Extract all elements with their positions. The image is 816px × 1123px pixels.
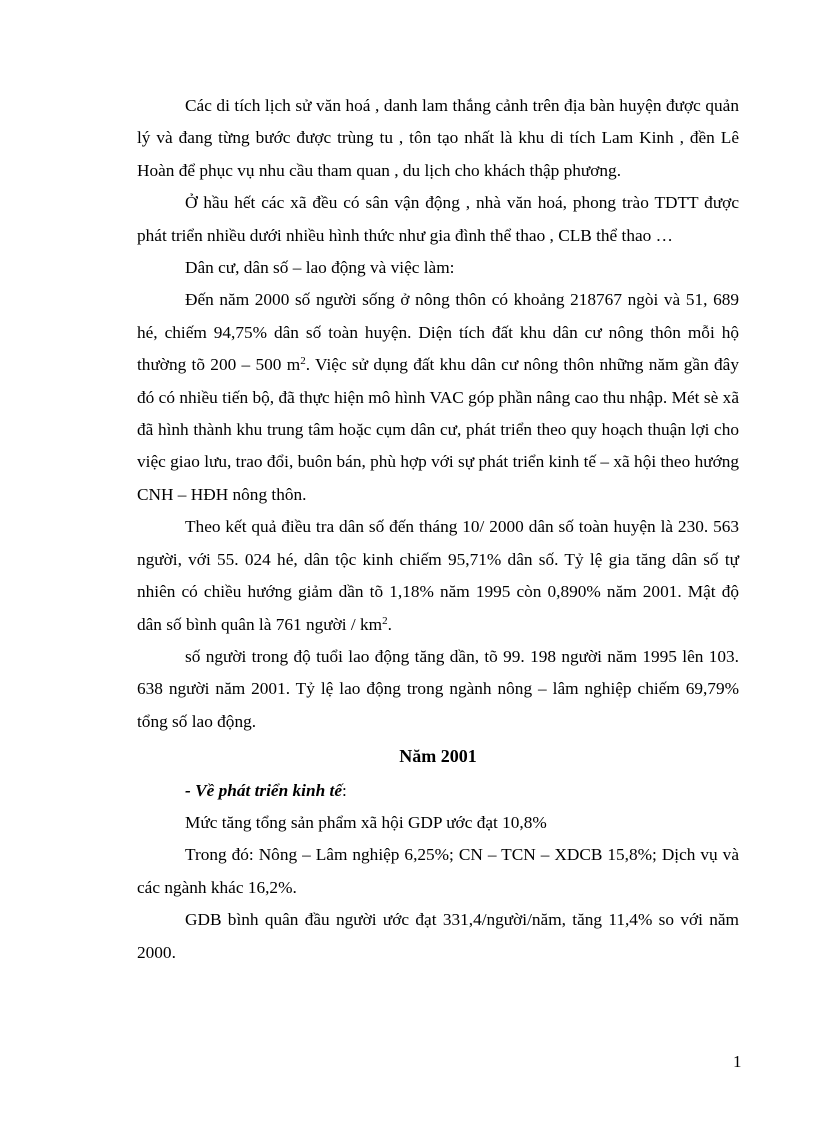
paragraph-gdp-per-capita: GDB bình quân đầu người ước đạt 331,4/người/năm, tăng 11,4% so với năm 2000.: [137, 910, 739, 962]
page-number: 1: [733, 1052, 742, 1071]
rural-population-text-continued: . Việc sử dụng đất khu dân cư nông thôn những năm gần đây đó có nhiều tiến bộ, đã thực hiện mô hình VAC góp phần nâng cao thu nhập. Mét sè xã đã hình thành khu trung tâm hoặc cụm dân cư, phát triển theo quy hoạch thuận lợi cho việc giao lưu, trao đổi, buôn bán, phù hợp với sự phát triển kinh tế – xã hội theo hướng CNH – HĐH nông thôn.: [137, 355, 739, 504]
paragraph-gdp-growth: Mức tăng tổng sản phẩm xã hội GDP ước đạt 10,8%: [185, 812, 547, 832]
section-heading-year: Năm 2001: [399, 746, 477, 767]
paragraph-labor-force: số người trong độ tuổi lao động tăng dần, tõ 99. 198 người năm 1995 lên 103. 638 người năm 2001. Tỷ lệ lao động trong ngành nông – lâm nghiệp chiếm 69,79% tổng số lao động.: [137, 646, 739, 731]
subheading-label: - Về phát triển kinh tế: [185, 780, 342, 800]
subheading-economic-development: [137, 775, 739, 807]
paragraph-historical-sites: Các di tích lịch sử văn hoá , danh lam thắng cảnh trên địa bàn huyện được quản lý và đang từng bước được trùng tu , tôn tạo nhất là khu di tích Lam Kinh , đền Lê Hoàn để phục vụ nhu cầu tham quan , du lịch cho khách thập phương.: [137, 96, 739, 180]
subheading-suffix: :: [342, 780, 347, 800]
paragraph-sector-growth: Trong đó: Nông – Lâm nghiệp 6,25%; CN – TCN – XDCB 15,8%; Dịch vụ và các ngành khác 16,2%.: [137, 845, 739, 897]
paragraph-sports-facilities: Ở hầu hết các xã đều có sân vận động , nhà văn hoá, phong trào TDTT được phát triển nhiều dưới nhiều hình thức như gia đình thể thao , CLB thể thao …: [137, 193, 739, 245]
census-results-text: Theo kết quả điều tra dân số đến tháng 10/ 2000 dân số toàn huyện là 230. 563 người, với 55. 024 hé, dân tộc kinh chiếm 95,71% dân số. Tỷ lệ gia tăng dân số tự nhiên có chiều hướng giảm dần tõ 1,18% năm 1995 còn 0,890% năm 2001. Mật độ dân số bình quân là 761 người / km: [137, 517, 739, 634]
superscript-squared: 2: [382, 614, 388, 627]
paragraph-population-heading: Dân cư, dân số – lao động và việc làm:: [185, 258, 455, 278]
paragraph-rural-population: [137, 284, 739, 511]
superscript-squared: 2: [300, 355, 306, 368]
paragraph-census-results: [137, 511, 739, 641]
census-results-text-end: .: [387, 614, 392, 634]
body-text: [137, 90, 739, 969]
rural-population-text: Đến năm 2000 số người sống ở nông thôn có khoảng 218767 ngòi và 51, 689 hé, chiếm 94,75% dân số toàn huyện. Diện tích đất khu dân cư nông thôn mỗi hộ thường tõ 200 – 500 m: [137, 290, 739, 375]
